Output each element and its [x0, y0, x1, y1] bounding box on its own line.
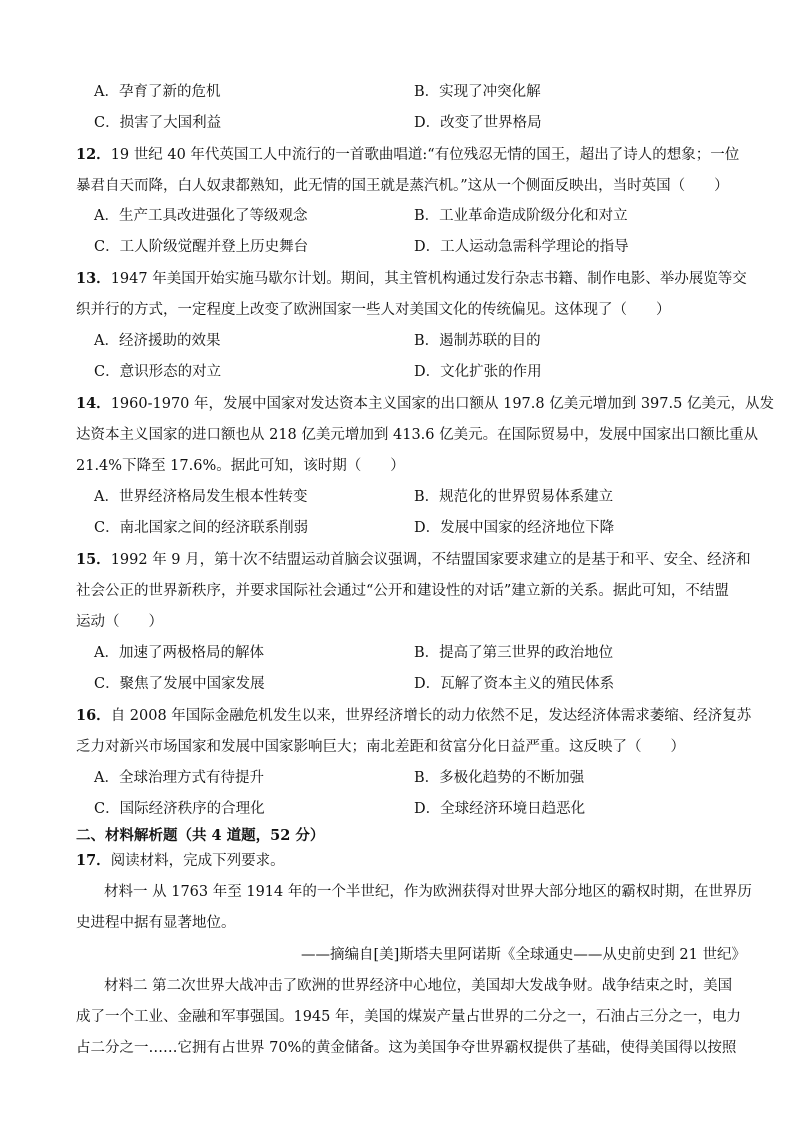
- q12-option-c: C．工人阶级觉醒并登上历史舞台: [94, 239, 309, 255]
- q16-option-a: A．全球治理方式有待提升: [94, 770, 264, 786]
- q13-number: 13．: [76, 270, 111, 287]
- q15-stem-line-3: 运动（ ）: [76, 614, 163, 630]
- q15-option-a: A．加速了两极格局的解体: [94, 645, 264, 661]
- material-1-citation: ——摘编自[美]斯塔夫里阿诺斯《全球通史——从史前史到 21 世纪》: [301, 947, 746, 963]
- q16-stem-line-1: 16．自 2008 年国际金融危机发生以来，世界经济增长的动力依然不足，发达经济体需求萎缩、经济复苏: [76, 707, 752, 724]
- q16-number: 16．: [76, 707, 111, 724]
- q12-option-d: D．工人运动急需科学理论的指导: [414, 239, 629, 255]
- q11-option-c: C．损害了大国利益: [94, 115, 222, 131]
- material-2-line-1: 材料二 第二次世界大战冲击了欧洲的世界经济中心地位，美国却大发战争财。战争结束之时，美国: [104, 978, 733, 994]
- q11-option-d: D．改变了世界格局: [414, 115, 542, 131]
- q15-option-c: C．聚焦了发展中国家发展: [94, 676, 265, 692]
- q14-option-c: C．南北国家之间的经济联系削弱: [94, 520, 309, 536]
- q17-intro: 17．阅读材料，完成下列要求。: [76, 852, 285, 869]
- q14-option-b: B．规范化的世界贸易体系建立: [414, 489, 614, 505]
- q11-option-a: A．孕育了新的危机: [94, 84, 221, 100]
- material-2-line-2: 成了一个工业、金融和军事强国。1945 年，美国的煤炭产量占世界的二分之一，石油占三分之一，电力: [76, 1009, 742, 1025]
- q14-stem-line-2: 达资本主义国家的进口额也从 218 亿美元增加到 413.6 亿美元。在国际贸易中，发展中国家出口额比重从: [76, 427, 759, 443]
- q13-stem-line-2: 织并行的方式，一定程度上改变了欧洲国家一些人对美国文化的传统偏见。这体现了（ ）: [76, 302, 671, 318]
- q13-option-d: D．文化扩张的作用: [414, 364, 542, 380]
- q14-option-a: A．世界经济格局发生根本性转变: [94, 489, 308, 505]
- material-1-line-2: 史进程中据有显著地位。: [76, 915, 236, 931]
- q15-option-b: B．提高了第三世界的政治地位: [414, 645, 614, 661]
- q11-option-b: B．实现了冲突化解: [414, 84, 541, 100]
- q13-stem-line-1: 13．1947 年美国开始实施马歇尔计划。期间，其主管机构通过发行杂志书籍、制作电影、举办展览等交: [76, 270, 747, 287]
- material-2-line-3: 占二分之一……它拥有占世界 70%的黄金储备。这为美国争夺世界霸权提供了基础，使得美国得以按照: [76, 1040, 737, 1056]
- q14-stem-line-1: 14．1960-1970 年，发展中国家对发达资本主义国家的出口额从 197.8 亿美元增加到 397.5 亿美元，从发: [76, 395, 774, 412]
- q15-stem-line-2: 社会公正的世界新秩序，并要求国际社会通过“公开和建设性的对话”建立新的关系。据此可知，不结盟: [76, 583, 729, 599]
- q12-number: 12．: [76, 146, 111, 163]
- q16-option-b: B．多极化趋势的不断加强: [414, 770, 585, 786]
- q13-option-a: A．经济援助的效果: [94, 333, 221, 349]
- section-2-heading: 二、材料解析题（共 4 道题，52 分）: [76, 827, 325, 844]
- q16-option-d: D．全球经济环境日趋恶化: [414, 801, 586, 817]
- q14-option-d: D．发展中国家的经济地位下降: [414, 520, 615, 536]
- q12-option-b: B．工业革命造成阶级分化和对立: [414, 208, 628, 224]
- q14-stem-line-3: 21.4%下降至 17.6%。据此可知，该时期（ ）: [76, 458, 405, 474]
- q12-stem-line-2: 暴君自天而降，白人奴隶都熟知，此无情的国王就是蒸汽机。”这从一个侧面反映出，当时英国（ ）: [76, 178, 729, 194]
- q15-stem-line-1: 15．1992 年 9 月，第十次不结盟运动首脑会议强调，不结盟国家要求建立的是基于和平、安全、经济和: [76, 551, 751, 568]
- q13-option-c: C．意识形态的对立: [94, 364, 222, 380]
- q15-option-d: D．瓦解了资本主义的殖民体系: [414, 676, 615, 692]
- q14-number: 14．: [76, 395, 111, 412]
- q12-option-a: A．生产工具改进强化了等级观念: [94, 208, 308, 224]
- q17-number: 17．: [76, 852, 111, 869]
- q15-number: 15．: [76, 551, 111, 568]
- q16-stem-line-2: 乏力对新兴市场国家和发展中国家影响巨大；南北差距和贫富分化日益严重。这反映了（ ）: [76, 739, 685, 755]
- q12-stem-line-1: 12．19 世纪 40 年代英国工人中流行的一首歌曲唱道:“有位残忍无情的国王，超出了诗人的想象；一位: [76, 146, 740, 163]
- material-1-line-1: 材料一 从 1763 年至 1914 年的一个半世纪，作为欧洲获得对世界大部分地区的霸权时期，在世界历: [104, 884, 752, 900]
- q13-option-b: B．遏制苏联的目的: [414, 333, 541, 349]
- q16-option-c: C．国际经济秩序的合理化: [94, 801, 265, 817]
